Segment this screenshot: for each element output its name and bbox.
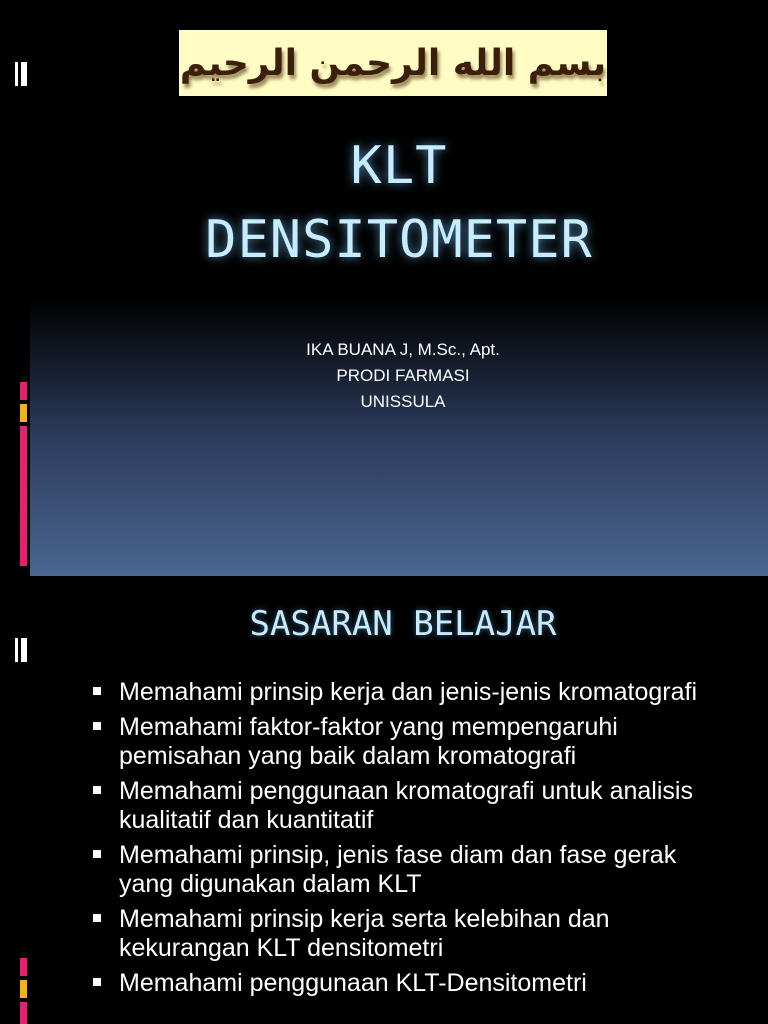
- accent-stripe-pink: [20, 1002, 27, 1024]
- accent-stripe-pink: [20, 958, 27, 976]
- objectives-slide: [30, 576, 768, 1024]
- bullet-icon: [93, 978, 101, 986]
- list-item: Memahami penggunaan kromatografi untuk analisis kualitatif dan kuantitatif: [87, 777, 727, 835]
- bullet-icon: [93, 914, 101, 922]
- author-line-3: UNISSULA: [360, 392, 446, 411]
- bullet-icon: [93, 722, 101, 730]
- slide-marker-icon: [15, 638, 27, 662]
- title-slide: [30, 0, 768, 576]
- slide-title-line2: DENSITOMETER: [205, 210, 593, 270]
- objectives-list: [87, 678, 727, 1004]
- left-margin: [0, 0, 30, 1024]
- bullet-icon: [93, 786, 101, 794]
- accent-stripe-gold: [20, 404, 27, 422]
- list-item: Memahami prinsip, jenis fase diam dan fase gerak yang digunakan dalam KLT: [87, 841, 727, 899]
- slide-marker-icon: [15, 62, 27, 86]
- accent-stripe-gold: [20, 980, 27, 998]
- list-item: Memahami prinsip kerja serta kelebihan dan kekurangan KLT densitometri: [87, 905, 727, 963]
- bullet-icon: [93, 687, 101, 695]
- accent-stripe-pink: [20, 426, 27, 566]
- list-item: Memahami faktor-faktor yang mempengaruhi pemisahan yang baik dalam kromatografi: [87, 713, 727, 771]
- calligraphy-banner: [179, 30, 607, 96]
- author-line-1: IKA BUANA J, M.Sc., Apt.: [306, 340, 500, 359]
- author-line-2: PRODI FARMASI: [336, 366, 470, 385]
- slide-title-line1: KLT: [350, 136, 448, 196]
- slide-heading: SASARAN BELAJAR: [249, 604, 557, 644]
- accent-stripe-pink: [20, 382, 27, 400]
- calligraphy-text: بسم الله الرحمن الرحيم: [179, 42, 607, 84]
- list-item: Memahami penggunaan KLT-Densitometri: [87, 969, 727, 998]
- bullet-icon: [93, 850, 101, 858]
- list-item: Memahami prinsip kerja dan jenis-jenis kromatografi: [87, 678, 727, 707]
